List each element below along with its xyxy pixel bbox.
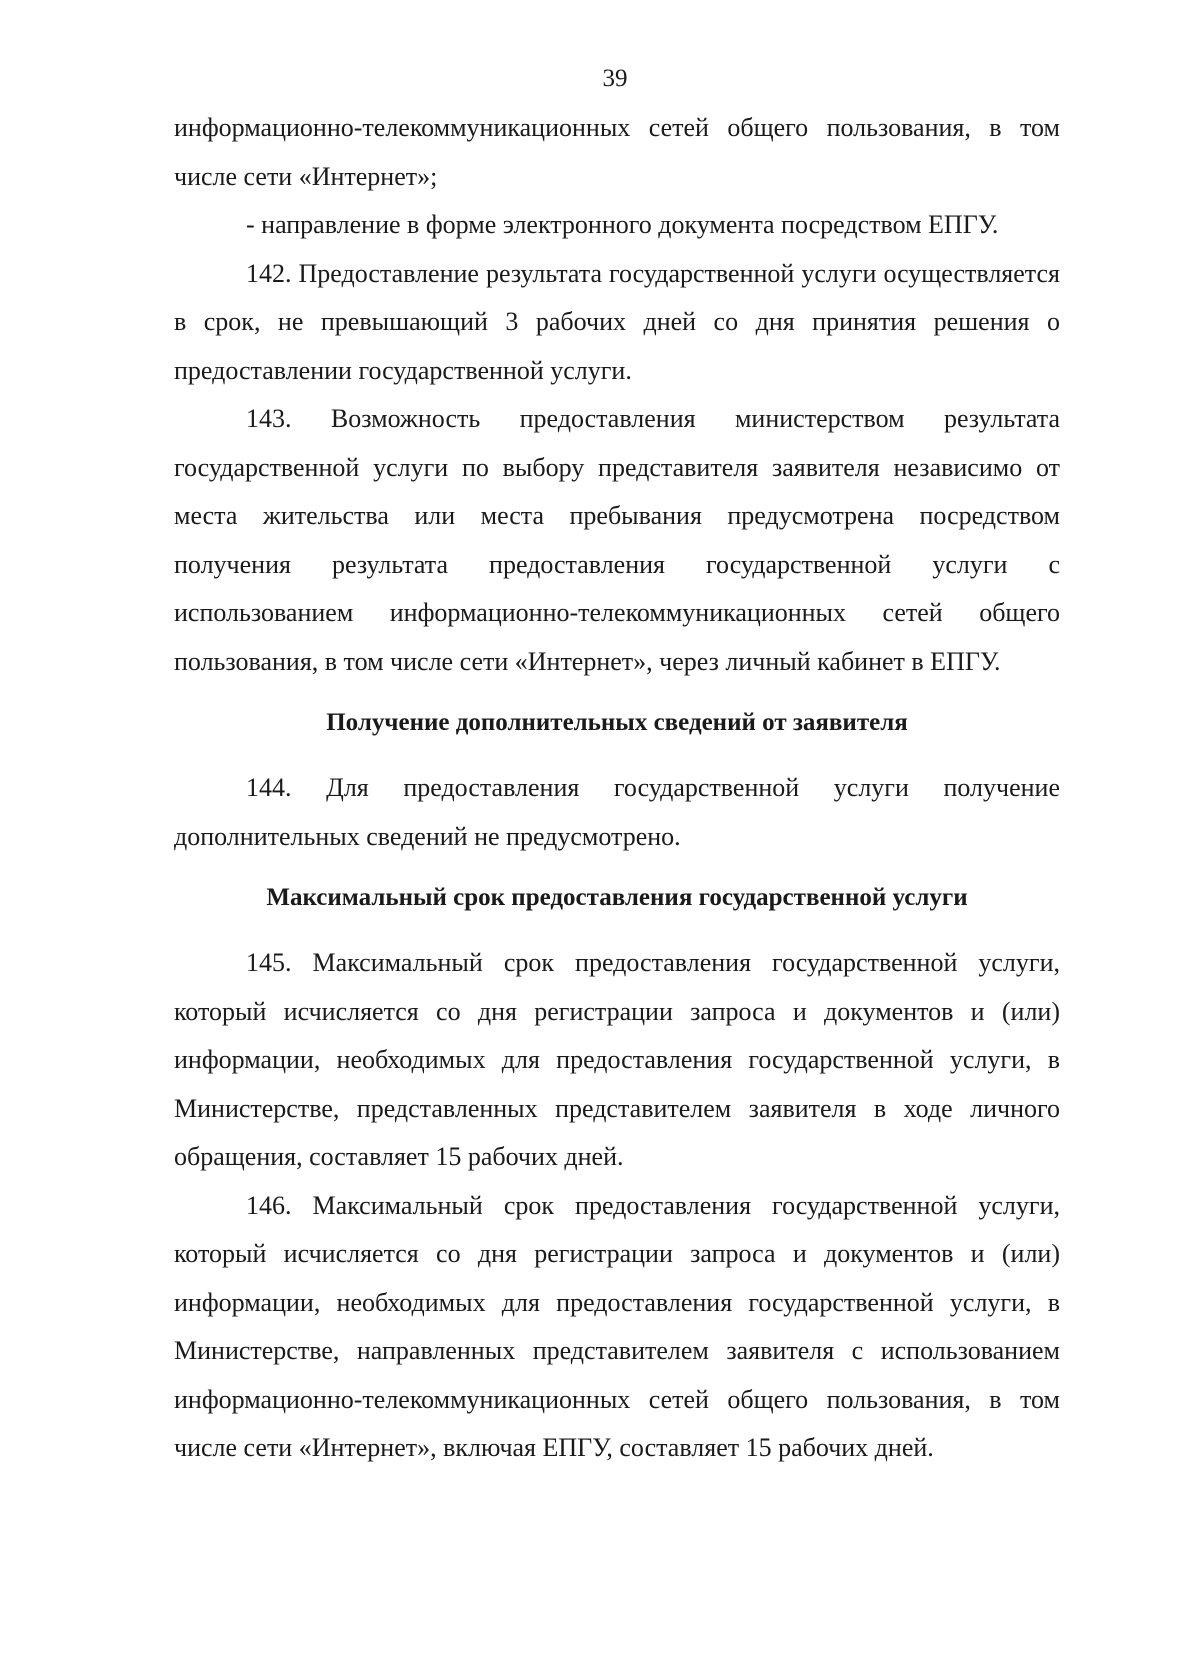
paragraph-145: 145. Максимальный срок предоставления государственной услуги, который исчисляется со дня регистрации запроса и документов и (или) информации, необходимых для предоставления государственной услуги, в Министерстве, представленных представителем заявителя в ходе личного обращения, составляет 15 рабочих дней.: [174, 948, 1060, 1171]
paragraph-146: 146. Максимальный срок предоставления государственной услуги, который исчисляется со дня регистрации запроса и документов и (или) информации, необходимых для предоставления государственной услуги, в Министерстве, направленных представителем заявителя с использованием информационно-телекоммуникационных сетей общего пользования, в том числе сети «Интернет», включая ЕПГУ, составляет 15 рабочих дней.: [174, 1190, 1060, 1462]
section-heading-additional-info: Получение дополнительных сведений от заявителя: [326, 709, 908, 736]
document-body: [174, 104, 1060, 1473]
section-heading-max-term: Максимальный срок предоставления государственной услуги: [266, 884, 968, 911]
paragraph-144: 144. Для предоставления государственной услуги получение дополнительных сведений не предусмотрено.: [174, 773, 1060, 851]
paragraph-142: 142. Предоставление результата государственной услуги осуществляется в срок, не превышающий 3 рабочих дней со дня принятия решения о предоставлении государственной услуги.: [174, 258, 1060, 385]
paragraph-list-item: - направление в форме электронного документа посредством ЕПГУ.: [246, 210, 999, 239]
page-number: 39: [602, 65, 628, 92]
paragraph-143: 143. Возможность предоставления министерством результата государственной услуги по выбору представителя заявителя независимо от места жительства или места пребывания предусмотрена посредством получения результата предоставления государственной услуги с использованием информационно-телекоммуникационных сетей общего пользования, в том числе сети «Интернет», через личный кабинет в ЕПГУ.: [174, 404, 1060, 676]
paragraph-continuation: информационно-телекоммуникационных сетей общего пользования, в том числе сети «Интернет»;: [174, 113, 1060, 191]
